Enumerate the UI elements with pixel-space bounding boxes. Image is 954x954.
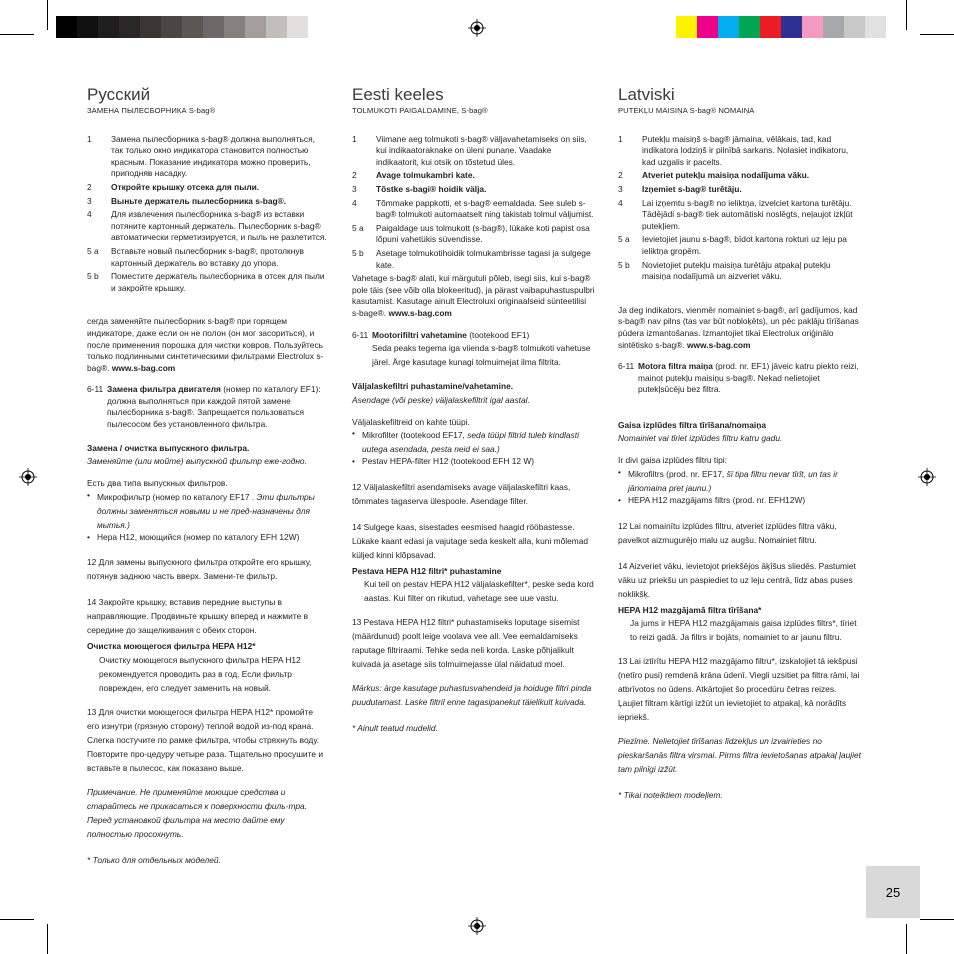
spacer — [618, 351, 861, 361]
bullet-text: Pestav HEPA-filter H12 (tootekood EFH 12 W) — [362, 456, 535, 467]
step-number: 5 b — [618, 259, 630, 270]
step-text: Atveriet putekļu maisiņa nodalījuma vāku. — [642, 170, 810, 181]
registration-mark-icon — [918, 468, 936, 486]
step-13: 13 Для очистки моющегося фильтра HEPA H12* промойте его изнутри (грязную сторону) теплой водой из-под крана. Слегка постучите по рамке фильтра, чтобы стряхнуть воду. Повторите про-цедуру четыре раза. Тщательно просушите и вставьте в пылесос, как показано выше. — [87, 707, 324, 774]
bag-paragraph — [87, 316, 327, 374]
step-12: 12 Для замены выпускного фильтра откройте его крышку, потянув заднюю часть вверх. Замени-те фильтр. — [87, 557, 312, 582]
step-number: 3 — [618, 183, 623, 194]
spacer — [352, 508, 595, 520]
step-number: 5 a — [352, 222, 364, 233]
color-swatch — [676, 16, 697, 38]
exhaust-note: Заменяйте (или мойте) выпускной фильтр еже-годно. — [87, 456, 307, 467]
color-swatch — [844, 16, 865, 38]
hepa-text: Ja jums ir HEPA H12 mazgājamais gaisa izplūdes filtrs*, tīriet to reizi gadā. Ja filtrs ir bojāts, nomainiet to ar jaunu filtru. — [630, 618, 857, 643]
bullet-italic: sedа tüüpi filtrid tuleb kindlasti uutega asendada, pesta neid ei saa.) — [362, 430, 579, 455]
motor-text — [372, 330, 595, 342]
spacer — [618, 644, 861, 654]
step-text: Lai izņemtu s-bag® no ieliktņa, izvelciet kartona turētāju. Tādējādi s-bag® tiek automātiski noslēgts, neļaujot izkļūt putekļiem. — [642, 197, 853, 231]
color-swatch — [718, 16, 739, 38]
step-row — [87, 182, 327, 194]
crop-mark — [906, 0, 907, 30]
step-number: 2 — [87, 181, 92, 192]
motor-row — [87, 384, 327, 430]
gray-swatch — [140, 16, 161, 38]
step-row — [618, 184, 861, 196]
motor-body: (tootekood EF1) — [466, 329, 530, 340]
spacer — [352, 709, 595, 723]
filter-types: Ir divi gaisa izplūdes filtru tipi: — [618, 455, 727, 466]
section-subtitle: PUTEKĻU MAISIŅA S-bag® NOMAIŅA — [618, 106, 755, 115]
step-13: 13 Lai iztīrītu HEPA H12 mazgājamo filtru*, izskalojiet tā iekšpusi (netīro pusi) remdenā krāna ūdenī. Viegli uzsitiet pa filtra rāmi, lai atbrīvotos no ūdens. Atkārtojiet šo procedūru četras reizes. Ļaujiet filtram kārtīgi izžūt un ievietojiet to atpakaļ, kā norādīts iepriekš. — [618, 656, 860, 723]
column-russian — [87, 86, 327, 867]
spacer — [352, 605, 595, 615]
spacer — [618, 724, 861, 734]
step-number: 1 — [618, 133, 623, 144]
step-number: 5 a — [618, 234, 630, 245]
step-text: Tõstke s-bagi® hoidik välja. — [376, 183, 487, 194]
step-number: 3 — [87, 195, 92, 206]
motor-row — [352, 330, 595, 342]
step-row — [352, 184, 595, 196]
gray-swatch — [245, 16, 266, 38]
step-14: 14 Aizveriet vāku, ievietojot priekšējos āķīšus sliedēs. Pastumiet vāku uz priekšu un paspiediet to uz leju centrā, līdz abas puses noklikšķ. — [618, 560, 856, 599]
registration-mark-icon — [19, 468, 37, 486]
gray-swatch — [266, 16, 287, 38]
step-row — [352, 223, 595, 246]
footnote: * Только для отдельных моделей. — [87, 855, 221, 866]
gray-swatch — [203, 16, 224, 38]
color-swatch — [760, 16, 781, 38]
bullet-text — [362, 428, 595, 456]
motor-body: (prod. nr. EF1) jāveic katru piekto reizi, mainot putekļu maisiņu s-bag®. Nekad nelietojiet putekļsūcēju bez filtra. — [638, 361, 859, 395]
motor-body: (номер по каталогу EF1): должна выполняться при каждой пятой замене пылесборника s-bag®. Запрещается пользоваться пылесосом без установленного фильтра. — [107, 384, 321, 430]
step-number: 2 — [618, 170, 623, 181]
spacer — [618, 547, 861, 559]
step-row — [352, 248, 595, 271]
step-row — [87, 271, 327, 294]
step-number: 4 — [618, 197, 623, 208]
spacer — [87, 543, 327, 555]
crop-mark — [0, 919, 34, 920]
motor-title: Motora filtra maiņa — [638, 361, 713, 372]
spacer — [352, 117, 595, 134]
bullet-item — [87, 490, 327, 532]
exhaust-heading: Замена / очистка выпускного фильтра. — [87, 442, 250, 453]
step-row — [618, 234, 861, 257]
footnote: * Ainult teatud mudelid. — [352, 723, 438, 734]
motor-title: Mootorifiltri vahetamine — [372, 329, 467, 340]
section-title: Eesti keeles — [352, 85, 444, 104]
bullet-icon: • — [87, 489, 90, 500]
step-row — [618, 198, 861, 233]
bullet-icon: • — [352, 456, 355, 467]
step-text: Для извлечения пылесборника s-bag® из вставки потяните картонный держатель. Пылесборник s-bag® автоматически герметизируется, и пыль не разлетится. — [111, 209, 327, 243]
spacer — [352, 407, 595, 417]
spacer — [618, 507, 861, 519]
step-text: Viimane aeg tolmukoti s-bag® väljavahetamiseks on siis, kui indikaatoraknake on üleni punane. Vaadake indikaatorit, kui otsik on tõstetud üles. — [376, 133, 587, 167]
step-row — [87, 209, 327, 244]
step-row — [618, 170, 861, 182]
bullet-item — [618, 495, 861, 507]
bullet-italic: Эти фильтры должны заменяться новыми и не пред-назначены для мытья.) — [97, 491, 315, 530]
motor-text — [107, 384, 327, 430]
motor-row — [618, 361, 861, 396]
step-text: Выньте держатель пылесборника s-bag®. — [111, 195, 287, 206]
bullet-item — [87, 532, 327, 544]
column-latvian — [618, 86, 861, 802]
step-text: Tõmmake pappkotti, et s-bag® eemaldada. See suleb s-bag® tolmukoti automaatselt ning takistab tolmul väljumist. — [376, 197, 594, 220]
spacer — [618, 117, 861, 134]
color-swatch — [823, 16, 844, 38]
step-row — [87, 246, 327, 269]
bullet-item — [618, 467, 861, 495]
bag-paragraph — [352, 273, 595, 319]
step-row — [87, 134, 327, 180]
spacer — [618, 283, 861, 305]
step-number: 5 b — [352, 247, 364, 258]
filter-types: Väljalaskefiltreid on kahte tüüpi. — [352, 416, 470, 427]
gray-swatch — [182, 16, 203, 38]
bullet-text: HEPA H12 mazgājams filtrs (prod. nr. EFH12W) — [628, 495, 806, 506]
step-row — [352, 134, 595, 169]
website-link: www.s-bag.com — [388, 307, 452, 318]
gray-swatch — [119, 16, 140, 38]
spacer — [87, 374, 327, 384]
step-number: 1 — [87, 133, 92, 144]
spacer — [87, 841, 327, 855]
note: Примечание. Не применяйте моющие средства и старайтесь не прикасаться к поверхности филь-тра. Перед установкой фильтра на место дайте ему полностью просохнуть. — [87, 787, 307, 840]
step-text: Izņemiet s-bag® turētāju. — [642, 183, 742, 194]
bullet-icon: • — [618, 467, 621, 478]
step-text: Paigaldage uus tolmukott (s-bag®), lükake koti papist osa lõpuni vahetükis süvendisse. — [376, 222, 590, 245]
motor-body-2: Seda peaks tegema iga viienda s-bag® tolmukoti vahetuse järel. Ärge kasutage kunagi tolmuimejat ilma filtrita. — [372, 343, 591, 368]
step-row — [618, 134, 861, 169]
step-12: 12 Lai nomainītu izplūdes filtru, atveriet izplūdes filtra vāku, pavelkot aizmugurējo malu uz augšu. Nomainiet filtru. — [618, 520, 837, 545]
exhaust-note: Asendage (või peske) väljalaskefiltrit igal aastal. — [352, 394, 530, 405]
step-number: 5 a — [87, 245, 99, 256]
spacer — [87, 775, 327, 785]
page-number: 25 — [866, 866, 920, 918]
step-row — [352, 170, 595, 182]
bullet-main: Микрофильтр (номер по каталогу EF17 . — [97, 491, 257, 502]
crop-mark — [47, 0, 48, 30]
motor-text — [638, 361, 861, 396]
spacer — [87, 468, 327, 478]
step-text: Вставьте новый пылесборник s-bag®, протолкнув картонный держатель во вставку до упора. — [111, 245, 304, 268]
step-text: Avage tolmukambri kate. — [376, 170, 475, 181]
spacer — [87, 294, 327, 316]
step-number: 6-11 — [87, 384, 104, 395]
hepa-text: Очистку моющегося выпускного фильтра HEPA H12 рекомендуется проводить раз в год. Если фильтр поврежден, его следует заменить на новый. — [99, 655, 301, 694]
bullet-icon: • — [618, 495, 621, 506]
hepa-heading: HEPA H12 mazgājamā filtra tīrīšana* — [618, 604, 762, 615]
step-number: 6-11 — [352, 329, 369, 340]
step-number: 3 — [352, 183, 357, 194]
website-link: www.s-bag.com — [111, 362, 176, 373]
note: Piezīme. Nelietojiet tīrīšanas līdzekļus un izvairieties no pieskaršanās filtra virsmai. Pirms filtra ievietošanas atpakaļ ļaujiet tam pilnīgi izžūt. — [618, 736, 861, 775]
step-number: 2 — [352, 170, 357, 181]
spacer — [352, 468, 595, 480]
section-title: Русский — [87, 85, 151, 104]
step-13: 13 Pestava HEPA H12 filtri* puhastamiseks loputage sisemist (määrdunud) poolt leige voolava vee all. Vee eemaldamiseks raputage filtriraami. Tehke seda neli korda. Laske põhjalikult kuivada ja asetage siis tolmuimejasse ülal näidatud moel. — [352, 617, 580, 670]
color-swatch — [781, 16, 802, 38]
step-row — [352, 198, 595, 221]
spacer — [352, 671, 595, 681]
grayscale-color-bar — [56, 16, 308, 38]
bullet-icon: • — [352, 428, 355, 439]
spacer — [87, 117, 327, 134]
spacer — [352, 369, 595, 381]
step-number: 4 — [87, 209, 92, 220]
crop-mark — [920, 34, 954, 35]
column-estonian — [352, 86, 595, 735]
spacer — [618, 396, 861, 420]
section-subtitle: ЗАМЕНА ПЫЛЕСБОРНИКА S-bag® — [87, 106, 216, 115]
crop-mark — [920, 919, 954, 920]
gray-swatch — [224, 16, 245, 38]
note: Märkus: ärge kasutage puhastusvahendeid ja hoiduge filtri pinda puudutamast. Laske filtril enne tagasipanekut täielikult kuivada. — [352, 683, 592, 708]
color-swatch — [802, 16, 823, 38]
bullet-main: Mikrofiltrs (prod. nr. EF17, — [628, 469, 727, 480]
step-14: 14 Закройте крышку, вставив передние выступы в направляющие. Продвиньте крышку вперед и нажмите в середине до защелкивания с обеих сторон. — [87, 597, 309, 636]
spacer — [87, 695, 327, 705]
registration-mark-icon — [468, 19, 486, 37]
bullet-item — [352, 456, 595, 468]
hepa-heading: Pestava HEPA H12 filtri* puhastamine — [352, 565, 502, 576]
gray-swatch — [287, 16, 308, 38]
color-swatch — [739, 16, 760, 38]
footnote: * Tikai noteiktiem modeļiem. — [618, 790, 723, 801]
step-14: 14 Sulgege kaas, sisestades eesmised haagid rööbastesse. Lükake kaant edasi ja vajutage seda keskelt alla, kuni mõlemad küljed kinni klõpsavad. — [352, 521, 589, 560]
step-text: Ievietojiet jaunu s-bag®, bīdot kartona rokturi uz leju pa ieliktņa gropēm. — [642, 234, 847, 256]
bullet-main: Mikrofilter (tootekood EF17, — [362, 430, 468, 441]
step-number: 1 — [352, 133, 357, 144]
step-row — [618, 260, 861, 283]
crop-mark — [906, 924, 907, 954]
registration-mark-icon — [468, 917, 486, 935]
spacer — [87, 431, 327, 443]
bullet-icon: • — [87, 531, 90, 542]
website-link: www.s-bag.com — [687, 339, 751, 350]
step-text: Поместите держатель пылесборника в отсек для пыли и закройте крышку. — [111, 271, 325, 293]
bag-text: сегда заменяйте пылесборник s-bag® при горящем индикаторе, даже если он не полон (он мог засориться), и после применения порошка для чистки ковров. Пользуйтесь только подлинными синтетическими фильтрами Electrolux s-bag®. — [87, 316, 324, 373]
bag-paragraph — [618, 305, 861, 351]
step-number: 5 b — [87, 271, 99, 282]
spacer — [352, 320, 595, 330]
exhaust-heading: Gaisa izplūdes filtra tīrīšana/nomaiņa — [618, 419, 767, 430]
step-number: 6-11 — [618, 361, 635, 372]
hepa-text: Kui teil on pestav HEPA H12 väljalaskefilter*, peske seda kord aastas. Kui filter on rikutud, vahetage see uue vastu. — [364, 579, 594, 604]
step-row — [87, 196, 327, 208]
step-text: Putekļu maisiņš s-bag® jāmaina, vēlākais, tad, kad indikatora lodziņš ir pilnībā sarkans. Nolasiet indikatoru, kad uzgalis ir pacelts. — [642, 133, 849, 167]
crop-mark — [0, 34, 34, 35]
section-title: Latviski — [618, 85, 675, 104]
gray-swatch — [161, 16, 182, 38]
section-subtitle: TOLMUKOTI PAIGALDAMINE, S-bag® — [352, 106, 488, 115]
cmyk-color-bar — [676, 16, 886, 38]
gray-swatch — [98, 16, 119, 38]
step-text: Novietojiet putekļu maisiņa turētāju atpakaļ putekļu maisiņa nodalījumā un aizveriet vāku. — [642, 259, 831, 282]
step-text: Откройте крышку отсека для пыли. — [111, 181, 260, 192]
bullet-text — [628, 467, 861, 495]
bullet-italic: šī tipa filtru nevar tīrīt, un tas ir jānomaina pret jaunu.) — [628, 469, 838, 494]
spacer — [618, 445, 861, 455]
spacer — [618, 776, 861, 790]
bag-text: Ja deg indikators, vienmēr nomainiet s-bag®, arī gadījumos, kad s-bag® nav pilns (tas var būt nobloķēts), un pēc paklāju tīrīšanas pūdera izmantošanas. Izmantojiet tikai Electrolux oriģinālo sintētisko s-bag®. — [618, 304, 859, 350]
gray-swatch — [56, 16, 77, 38]
crop-mark — [47, 924, 48, 954]
step-number: 4 — [352, 197, 357, 208]
motor-title: Замена фильтра двигателя — [107, 384, 221, 395]
exhaust-heading: Väljalaskefiltri puhastamine/vahetamine. — [352, 381, 514, 392]
bullet-item — [352, 428, 595, 456]
bag-text: Vahetage s-bag® alati, kui märgutuli põleb, isegi siis, kui s-bag® pole täis (see võib olla blokeeritud), ja pärast vaibapuhastuspulbri kasutamist. Kasutage ainult Electroluxi originaalseid sünteetilisi s-bage®. — [352, 273, 595, 318]
hepa-heading: Очистка моющегося фильтра HEPA H12* — [87, 641, 256, 652]
step-12: 12 Väljalaskefiltri asendamiseks avage väljalaskefiltri kaas, tõmmates tagaserva ülespoole. Asendage filter. — [352, 481, 571, 506]
step-text: Замена пылесборника s-bag® должна выполняться, так только окно индикатора становится полностью красным. Показание индикатора можно проверить, приподняв насадку. — [111, 133, 315, 179]
step-text: Asetage tolmukotihoidik tolmukambrisse tagasi ja sulgege kate. — [376, 247, 591, 270]
gray-swatch — [77, 16, 98, 38]
bullet-text — [97, 490, 327, 532]
bullet-text: Нера H12, моющийся (номер по каталогу EFH 12W) — [97, 531, 300, 542]
color-swatch — [697, 16, 718, 38]
color-swatch — [865, 16, 886, 38]
spacer — [87, 583, 327, 595]
exhaust-note: Nomainiet vai tīriet izplūdes filtru katru gadu. — [618, 433, 783, 444]
filter-types: Есть два типа выпускных фильтров. — [87, 478, 228, 489]
